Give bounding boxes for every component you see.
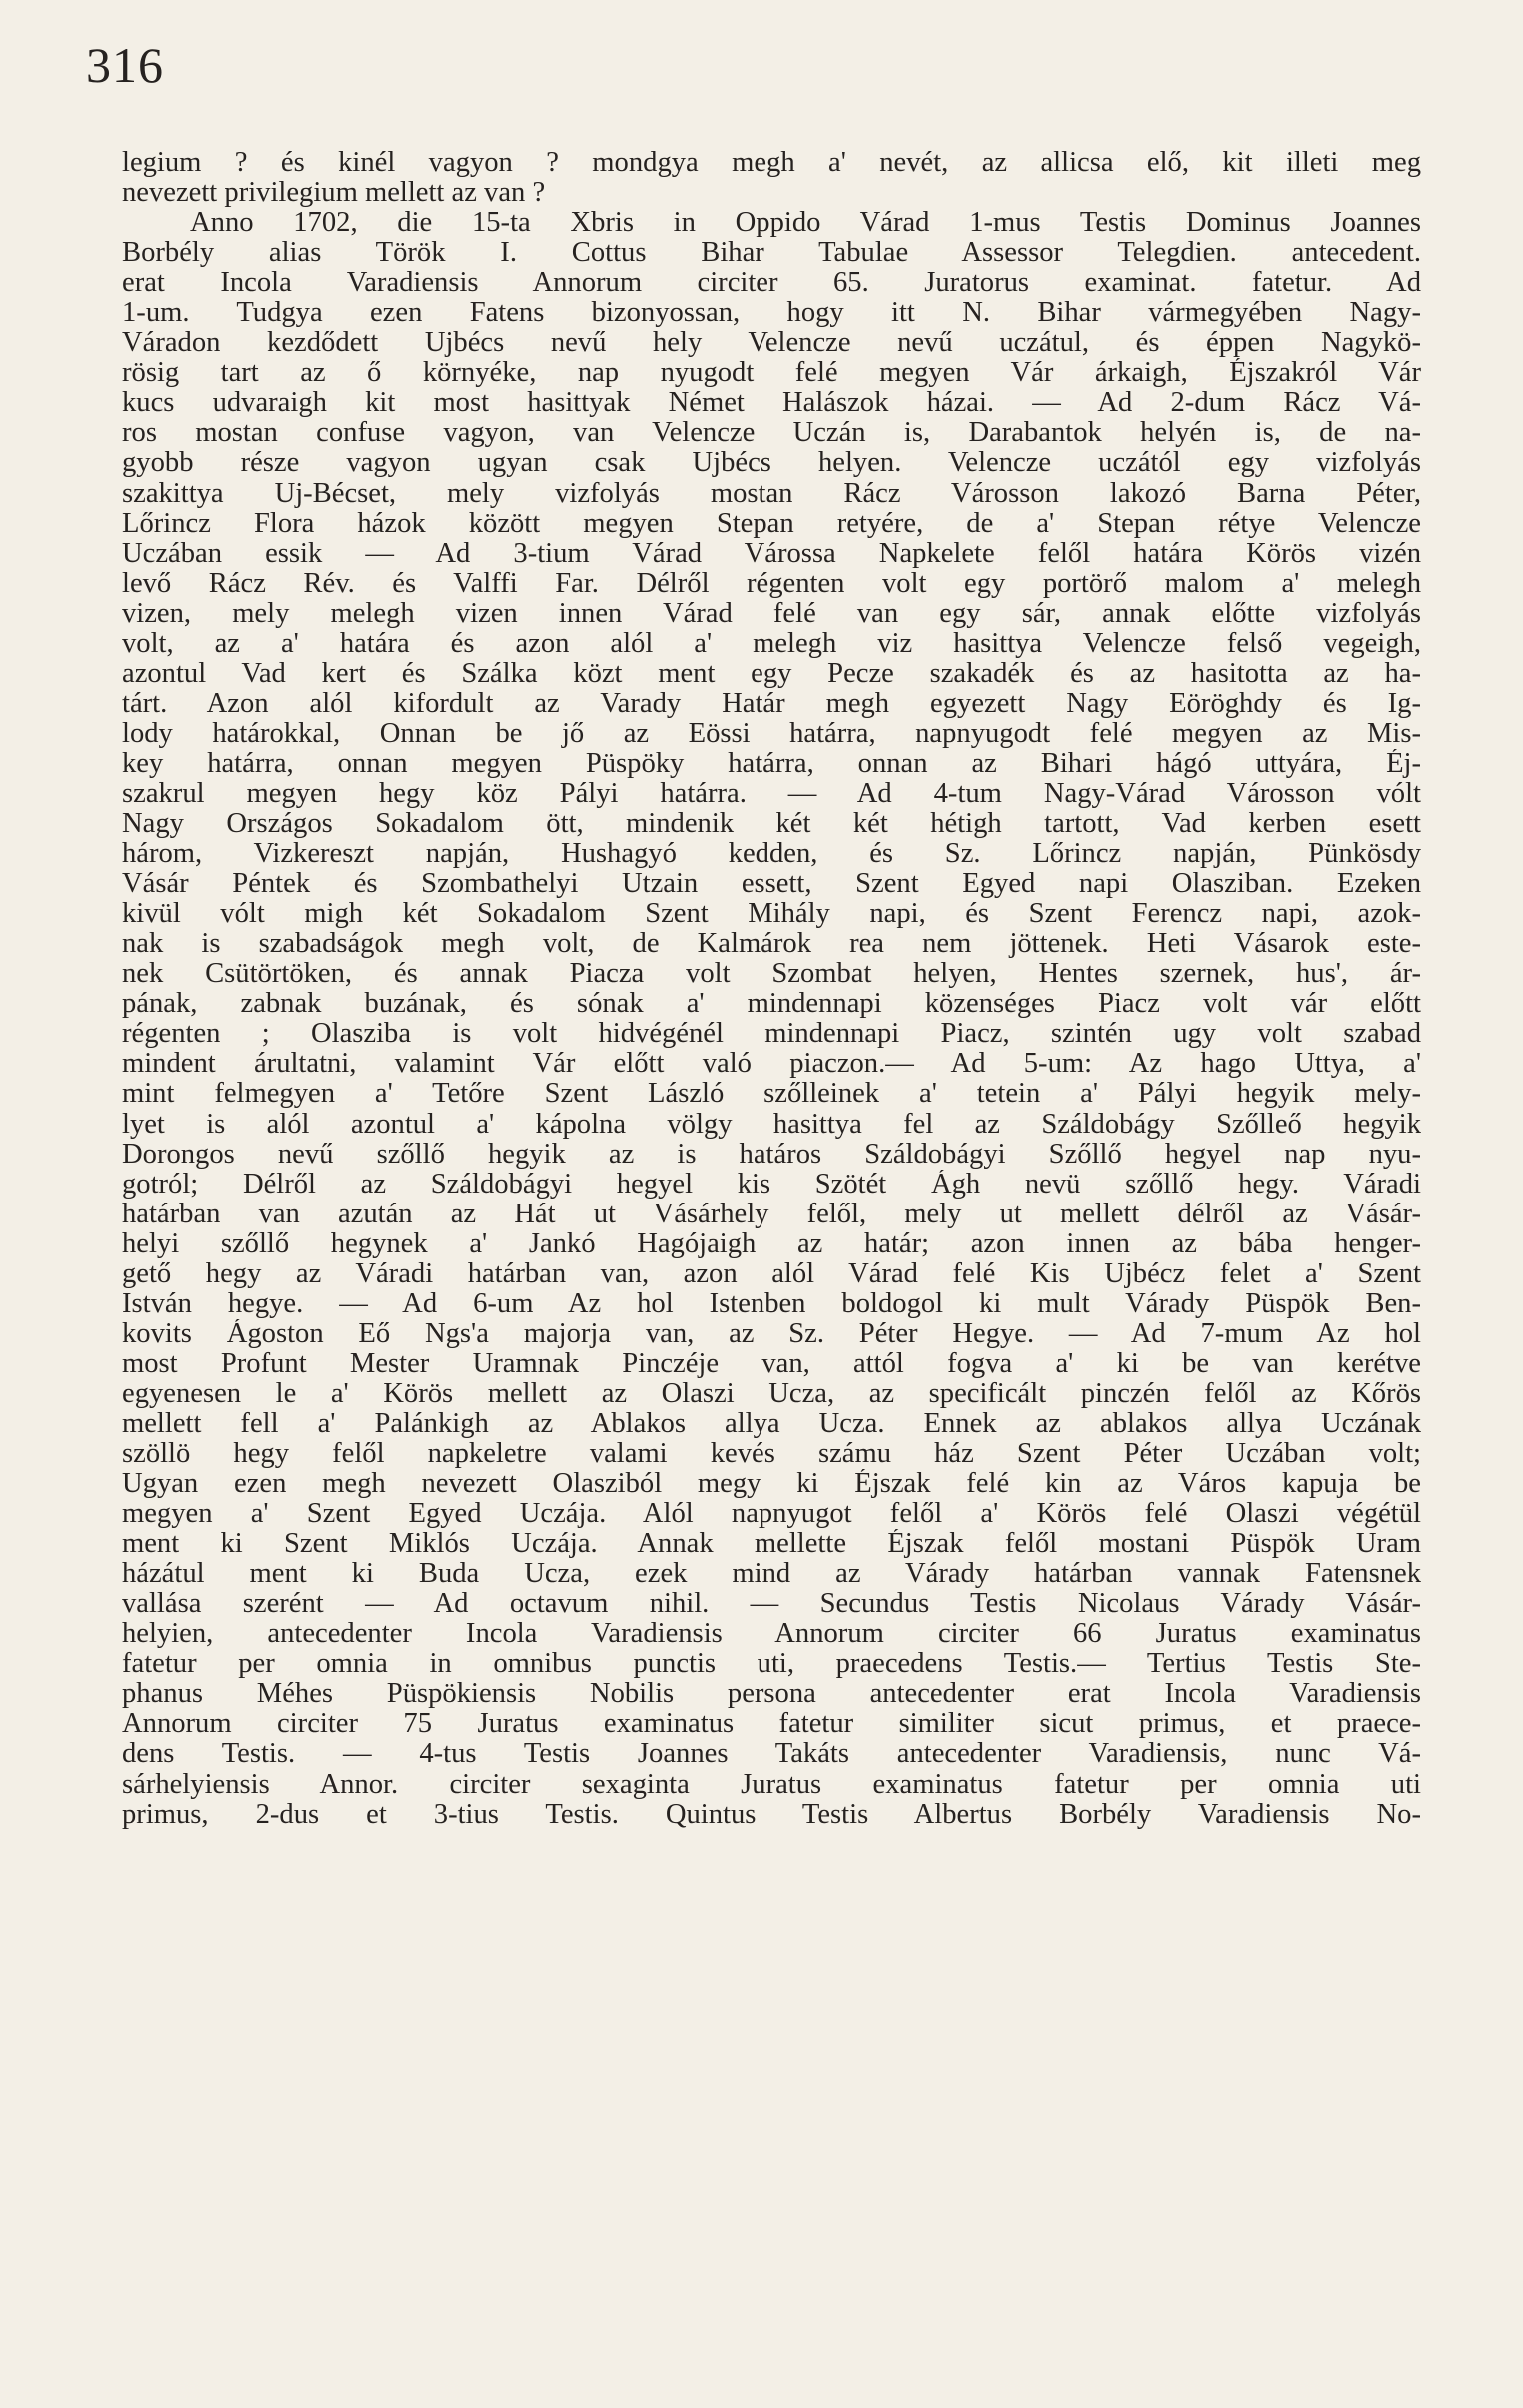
text-line: 1-um. Tudgya ezen Fatens bizonyossan, hogy itt N. Bihar vármegyében Nagy- [122, 298, 1421, 329]
text-line: gyobb része vagyon ugyan csak Ujbécs helyen. Velencze uczától egy vizfolyás [122, 448, 1421, 479]
text-line: pának, zabnak buzának, és sónak a' mindennapi közenséges Piacz volt vár előtt [122, 989, 1421, 1020]
text-line: phanus Méhes Püspökiensis Nobilis persona antecedenter erat Incola Varadiensis [122, 1679, 1421, 1710]
text-line: szakrul megyen hegy köz Pályi határra. — Ad 4-tum Nagy-Várad Városson vólt [122, 778, 1421, 809]
text-line: Dorongos nevű szőllő hegyik az is határos Száldobágyi Szőllő hegyel nap nyu- [122, 1139, 1421, 1170]
text-line: dens Testis. — 4-tus Testis Joannes Takáts antecedenter Varadiensis, nunc Vá- [122, 1739, 1421, 1770]
text-line: mindent árultatni, valamint Vár előtt való piaczon.— Ad 5-um: Az hago Uttya, a' [122, 1049, 1421, 1080]
text-line: egyenesen le a' Körös mellett az Olaszi Ucza, az specificált pinczén felől az Kőrös [122, 1378, 1421, 1409]
text-line: Váradon kezdődett Ujbécs nevű hely Velencze nevű uczátul, és éppen Nagykö- [122, 328, 1421, 359]
text-line: key határra, onnan megyen Püspöky határra, onnan az Bihari hágó uttyára, Éj- [122, 748, 1421, 779]
text-line: most Profunt Mester Uramnak Pinczéje van, attól fogva a' ki be van kerétve [122, 1348, 1421, 1379]
text-line: régenten ; Olasziba is volt hidvégénél mindennapi Piacz, szintén ugy volt szabad [122, 1019, 1421, 1050]
text-line: Nagy Országos Sokadalom ött, mindenik két két hétigh tartott, Vad kerben esett [122, 809, 1421, 840]
text-line: gotról; Délről az Száldobágyi hegyel kis Szötét Ágh nevü szőllő hegy. Váradi [122, 1169, 1421, 1200]
text-line: gető hegy az Váradi határban van, azon alól Várad felé Kis Ujbécz felet a' Szent [122, 1258, 1421, 1289]
text-line: nak is szabadságok megh volt, de Kalmárok rea nem jöttenek. Heti Vásarok este- [122, 929, 1421, 960]
text-line: mellett fell a' Palánkigh az Ablakos allya Ucza. Ennek az ablakos allya Uczának [122, 1408, 1421, 1439]
text-line: rösig tart az ő környéke, nap nyugodt felé megyen Vár árkaigh, Éjszakról Vár [122, 358, 1421, 389]
text-line: megyen a' Szent Egyed Uczája. Alól napnyugot felől a' Körös felé Olaszi végétül [122, 1499, 1421, 1530]
text-line: Anno 1702, die 15-ta Xbris in Oppido Várad 1-mus Testis Dominus Joannes [190, 208, 1421, 239]
text-body [122, 148, 1421, 1830]
text-line: volt, az a' határa és azon alól a' melegh viz hasittya Velencze felső vegeigh, [122, 628, 1421, 659]
text-line: kivül vólt migh két Sokadalom Szent Mihály napi, és Szent Ferencz napi, azok- [122, 899, 1421, 930]
text-line: Annorum circiter 75 Juratus examinatus fatetur similiter sicut primus, et praece- [122, 1709, 1421, 1740]
text-line: legium ? és kinél vagyon ? mondgya megh a' nevét, az allicsa elő, kit illeti meg [122, 148, 1421, 178]
text-line: kucs udvaraigh kit most hasittyak Német Halászok házai. — Ad 2-dum Rácz Vá- [122, 388, 1421, 419]
text-line: nek Csütörtöken, és annak Piacza volt Szombat helyen, Hentes szernek, hus', ár- [122, 959, 1421, 990]
text-line: házátul ment ki Buda Ucza, ezek mind az Várady határban vannak Fatensnek [122, 1559, 1421, 1590]
text-line: határban van azután az Hát ut Vásárhely felől, mely ut mellett délről az Vásár- [122, 1199, 1421, 1229]
text-line: lody határokkal, Onnan be jő az Eössi határra, napnyugodt felé megyen az Mis- [122, 718, 1421, 749]
text-line: sárhelyiensis Annor. circiter sexaginta Juratus examinatus fatetur per omnia uti [122, 1769, 1421, 1800]
text-line: István hegye. — Ad 6-um Az hol Istenben boldogol ki mult Várady Püspök Ben- [122, 1288, 1421, 1319]
text-line: vizen, mely melegh vizen innen Várad felé van egy sár, annak előtte vizfolyás [122, 598, 1421, 629]
text-line: vallása szerént — Ad octavum nihil. — Secundus Testis Nicolaus Várady Vásár- [122, 1589, 1421, 1620]
text-line: mint felmegyen a' Tetőre Szent László szőlleinek a' tetein a' Pályi hegyik mely- [122, 1079, 1421, 1110]
text-line: szöllö hegy felől napkeletre valami kevés számu ház Szent Péter Uczában volt; [122, 1439, 1421, 1470]
text-line: azontul Vad kert és Szálka közt ment egy Pecze szakadék és az hasitotta az ha- [122, 658, 1421, 689]
text-line: Borbély alias Török I. Cottus Bihar Tabulae Assessor Telegdien. antecedent. [122, 238, 1421, 269]
text-line: tárt. Azon alól kifordult az Varady Határ megh egyezett Nagy Eöröghdy és Ig- [122, 688, 1421, 719]
text-line: Lőrincz Flora házok között megyen Stepan retyére, de a' Stepan rétye Velencze [122, 508, 1421, 539]
text-line: nevezett privilegium mellett az van ? [122, 178, 546, 209]
text-line: erat Incola Varadiensis Annorum circiter 65. Juratorus examinat. fatetur. Ad [122, 268, 1421, 299]
page-number: 316 [86, 37, 164, 93]
text-line: szakittya Uj-Bécset, mely vizfolyás mostan Rácz Városson lakozó Barna Péter, [122, 478, 1421, 509]
text-line: Ugyan ezen megh nevezett Olasziból megy ki Éjszak felé kin az Város kapuja be [122, 1469, 1421, 1500]
text-line: ros mostan confuse vagyon, van Velencze Uczán is, Darabantok helyén is, de na- [122, 418, 1421, 449]
text-line: Vásár Péntek és Szombathelyi Utzain essett, Szent Egyed napi Olasziban. Ezeken [122, 869, 1421, 900]
text-line: fatetur per omnia in omnibus punctis uti, praecedens Testis.— Tertius Testis Ste- [122, 1649, 1421, 1680]
text-line: Uczában essik — Ad 3-tium Várad Várossa Napkelete felől határa Körös vizén [122, 538, 1421, 569]
text-line: levő Rácz Rév. és Valffi Far. Délről régenten volt egy portörő malom a' melegh [122, 568, 1421, 599]
text-line: helyien, antecedenter Incola Varadiensis Annorum circiter 66 Juratus examinatus [122, 1619, 1421, 1650]
text-line: kovits Ágoston Eő Ngs'a majorja van, az Sz. Péter Hegye. — Ad 7-mum Az hol [122, 1318, 1421, 1349]
text-line: helyi szőllő hegynek a' Jankó Hagójaigh az határ; azon innen az bába henger- [122, 1228, 1421, 1259]
text-line: három, Vizkereszt napján, Hushagyó kedden, és Sz. Lőrincz napján, Pünkösdy [122, 839, 1421, 870]
text-line: lyet is alól azontul a' kápolna völgy hasittya fel az Száldobágy Szőlleő hegyik [122, 1109, 1421, 1140]
text-line: primus, 2-dus et 3-tius Testis. Quintus Testis Albertus Borbély Varadiensis No- [122, 1799, 1421, 1830]
text-line: ment ki Szent Miklós Uczája. Annak mellette Éjszak felől mostani Püspök Uram [122, 1529, 1421, 1560]
